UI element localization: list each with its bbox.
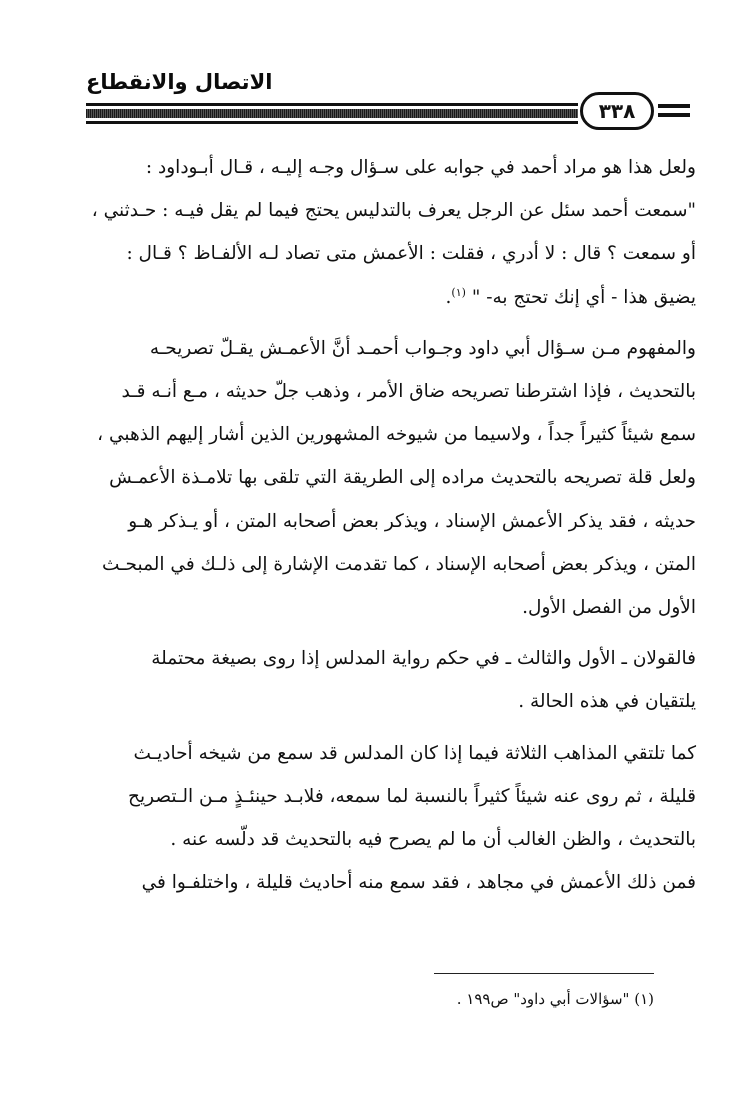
paragraph-3 [82, 637, 696, 723]
text-line: المتن ، ويذكر بعض أصحابه الإسناد ، كما تقدمت الإشارة إلى ذلـك في المبحـث [101, 553, 696, 575]
badge-ornament-dash [658, 113, 690, 117]
paragraph-4 [82, 732, 696, 862]
footnote-separator [434, 973, 654, 974]
running-title: الاتصال والانقطاع [86, 70, 273, 94]
main-text [82, 146, 696, 904]
text-line: كما تلتقي المذاهب الثلاثة فيما إذا كان المدلس قد سمع من شيخه أحاديـث [133, 742, 696, 764]
paragraph-1: ولعل هذا هو مراد أحمد في جوابه على سـؤال وجـه إليـه ، قـال أبـوداود : "سمعت أحمد سئل عن الرجل يعرف بالتدليس يحتج فيما لم يقل فيـه : حـدثني ، أو سمعت ؟ قال : لا أدري ، فقلت : الأعمش متى تصاد لـه الألفـاظ ؟ قـال : يضيق هذا - أي إنك تحتج به- " $^{(١)}$. [91, 157, 696, 308]
badge-ornament-dash [658, 104, 690, 108]
page-number-badge [580, 92, 654, 130]
text-line: أو سمعت ؟ قال : لا أدري ، فقلت : الأعمش متى تصاد لـه الألفـاظ ؟ قـال : [126, 243, 696, 265]
text-line: سمع شيئاً كثيراً جداً ، ولاسيما من شيوخه المشهورين الذين أشار إليهم الذهبي ، [97, 424, 696, 446]
text-line: بالتحديث ، والظن الغالب أن ما لم يصرح فيه بالتحديث قد دلّسه عنه . [170, 829, 696, 851]
header-rule-top [86, 103, 578, 106]
footnote-marker: (١) [451, 285, 466, 299]
paragraph-2 [82, 327, 696, 629]
text-line: "سمعت أحمد سئل عن الرجل يعرف بالتدليس يحتج فيما لم يقل فيـه : حـدثني ، [91, 200, 696, 222]
text-line: ولعل قلة تصريحه بالتحديث مراده إلى الطريقة التي تلقى بها تلامـذة الأعمـش [109, 467, 696, 489]
text-line: حديثه ، فقد يذكر الأعمش الإسناد ، ويذكر بعض أصحابه المتن ، أو يـذكر هـو [128, 510, 696, 532]
text-line: يضيق هذا - أي إنك تحتج به- " [471, 286, 696, 308]
text-line: بالتحديث ، فإذا اشترطنا تصريحه ضاق الأمر ، وذهب جلّ حديثه ، مـع أنـه قـد [121, 381, 696, 403]
header-rule-middle [86, 109, 578, 118]
paragraph-5 [82, 861, 696, 904]
text-line: يلتقيان في هذه الحالة . [518, 691, 696, 713]
header-rule-bottom [86, 121, 578, 124]
footnote: (١) "سؤالات أبي داود" ص١٩٩ . [456, 990, 654, 1008]
text-line: فمن ذلك الأعمش في مجاهد ، فقد سمع منه أحاديث قليلة ، واختلفـوا في [141, 872, 696, 894]
text-line: ولعل هذا هو مراد أحمد في جوابه على سـؤال وجـه إليـه ، قـال أبـوداود : [145, 157, 696, 178]
text-line: قليلة ، ثم روى عنه شيئاً كثيراً بالنسبة لما سمعه، فلابـد حينئـذٍ مـن الـتصريح [128, 785, 696, 807]
text-line: فالقولان ـ الأول والثالث ـ في حكم رواية المدلس إذا روى بصيغة محتملة [151, 648, 696, 670]
text-line: والمفهوم مـن سـؤال أبي داود وجـواب أحمـد أنَّ الأعمـش يقـلّ تصريحـه [149, 337, 696, 359]
text-line: الأول من الفصل الأول. [522, 597, 696, 619]
page-number: ٣٣٨ [598, 99, 636, 123]
